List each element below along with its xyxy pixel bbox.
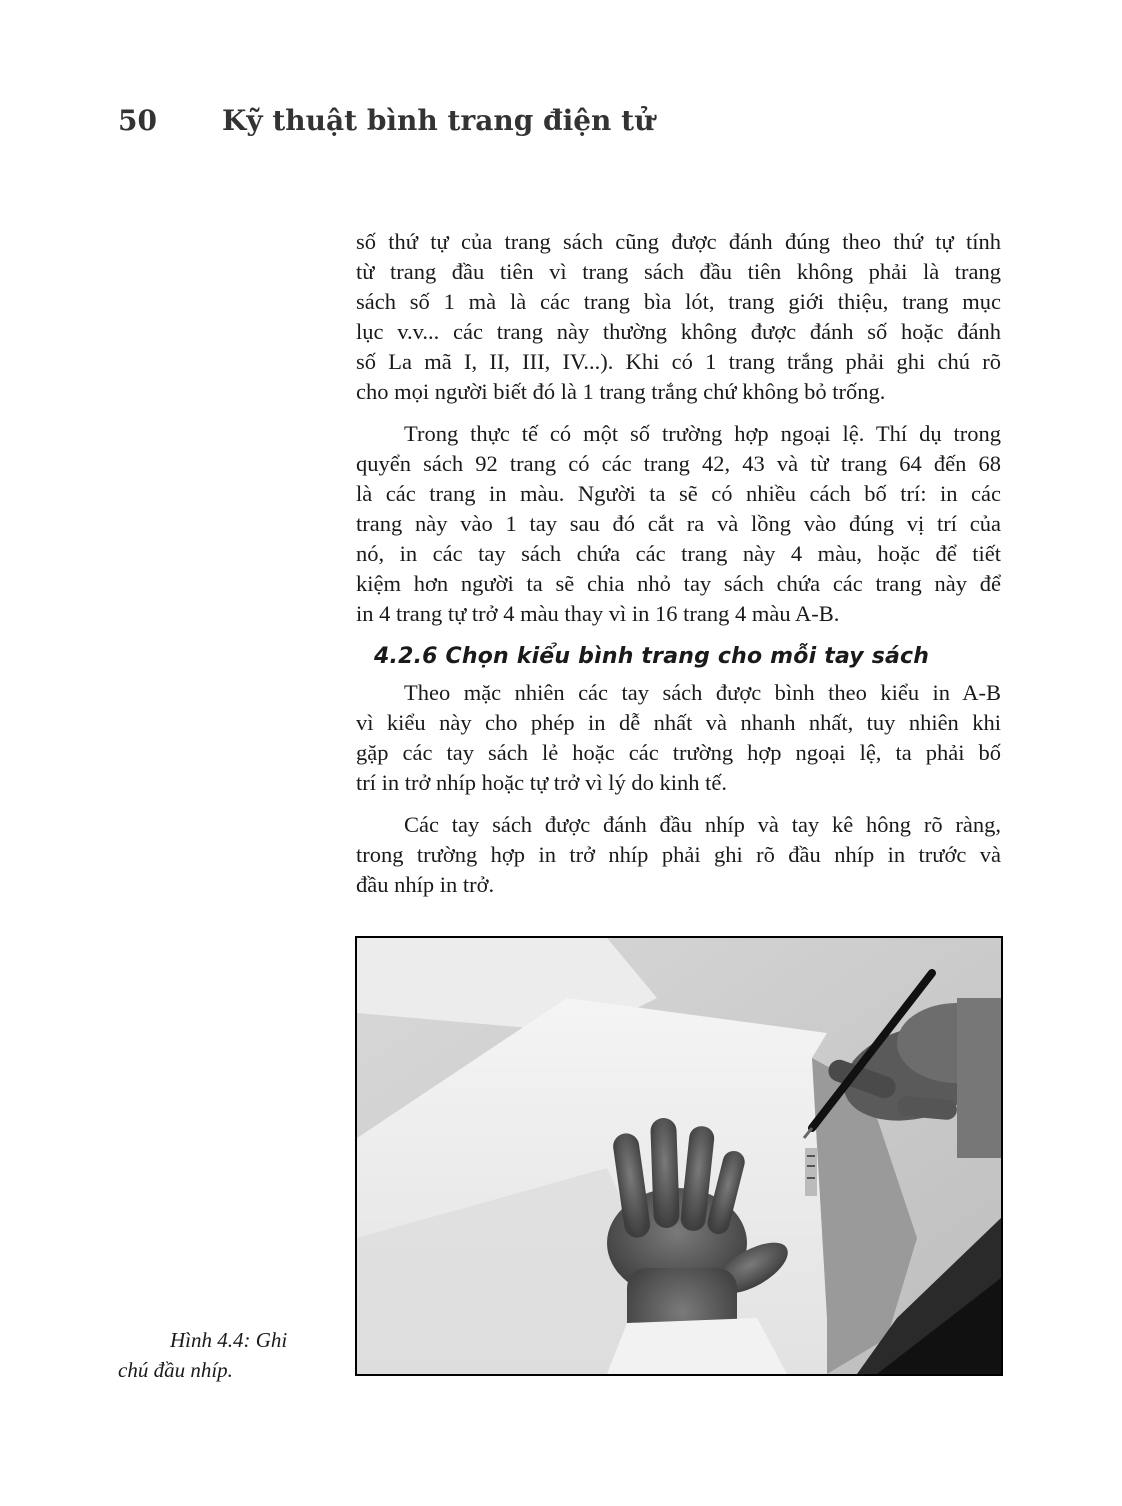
page-number: 50 <box>118 104 157 137</box>
text-line: in 4 trang tự trở 4 màu thay vì in 16 trang 4 màu A-B. <box>356 601 840 626</box>
photo-illustration <box>357 938 1001 1374</box>
text-line: vì kiểu này cho phép in dễ nhất và nhanh nhất, tuy nhiên khi <box>356 710 1001 735</box>
section-heading: 4.2.6 Chọn kiểu bình trang cho mỗi tay sách <box>374 644 930 669</box>
text-line: số thứ tự của trang sách cũng được đánh đúng theo thứ tự tính <box>356 229 1001 254</box>
shirt-cuff <box>607 1318 787 1374</box>
text-line: trang này vào 1 tay sau đó cắt ra và lồng vào đúng vị trí của <box>356 511 1001 536</box>
text-line: kiệm hơn người ta sẽ chia nhỏ tay sách chứa các trang này để <box>356 571 1001 596</box>
running-title: Kỹ thuật bình trang điện tử <box>222 104 655 137</box>
text-line: sách số 1 mà là các trang bìa lót, trang giới thiệu, trang mục <box>356 289 1001 314</box>
text-line: Trong thực tế có một số trường hợp ngoại lệ. Thí dụ trong <box>404 421 1001 446</box>
text-line: trong trường hợp in trở nhíp phải ghi rõ đầu nhíp in trước và <box>356 842 1001 867</box>
text-line: là các trang in màu. Người ta sẽ có nhiều cách bố trí: in các <box>356 481 1001 506</box>
text-line: trí in trở nhíp hoặc tự trở vì lý do kinh tế. <box>356 770 727 795</box>
text-line: gặp các tay sách lẻ hoặc các trường hợp ngoại lệ, ta phải bố <box>356 740 1001 765</box>
text-line: số La mã I, II, III, IV...). Khi có 1 trang trắng phải ghi chú rõ <box>356 349 1001 374</box>
caption-line: chú đầu nhíp. <box>118 1358 233 1382</box>
figure-caption <box>118 1325 308 1385</box>
text-line: Theo mặc nhiên các tay sách được bình theo kiểu in A-B <box>404 680 1001 705</box>
text-line: từ trang đầu tiên vì trang sách đầu tiên không phải là trang <box>356 259 1001 284</box>
paragraph-3 <box>356 678 1001 798</box>
figure-photo <box>355 936 1003 1376</box>
paragraph-1 <box>356 227 1001 407</box>
paragraph-2 <box>356 419 1001 629</box>
text-line: cho mọi người biết đó là 1 trang trắng chứ không bỏ trống. <box>356 379 886 404</box>
text-line: lục v.v... các trang này thường không được đánh số hoặc đánh <box>356 319 1001 344</box>
text-line: đầu nhíp in trở. <box>356 872 495 897</box>
paragraph-4 <box>356 810 1001 900</box>
text-line: nó, in các tay sách chứa các trang này 4 màu, hoặc để tiết <box>356 541 1001 566</box>
caption-line: Hình 4.4: Ghi <box>170 1328 288 1352</box>
text-line: Các tay sách được đánh đầu nhíp và tay kê hông rõ ràng, <box>404 812 1001 837</box>
text-line: quyển sách 92 trang có các trang 42, 43 và từ trang 64 đến 68 <box>356 451 1001 476</box>
